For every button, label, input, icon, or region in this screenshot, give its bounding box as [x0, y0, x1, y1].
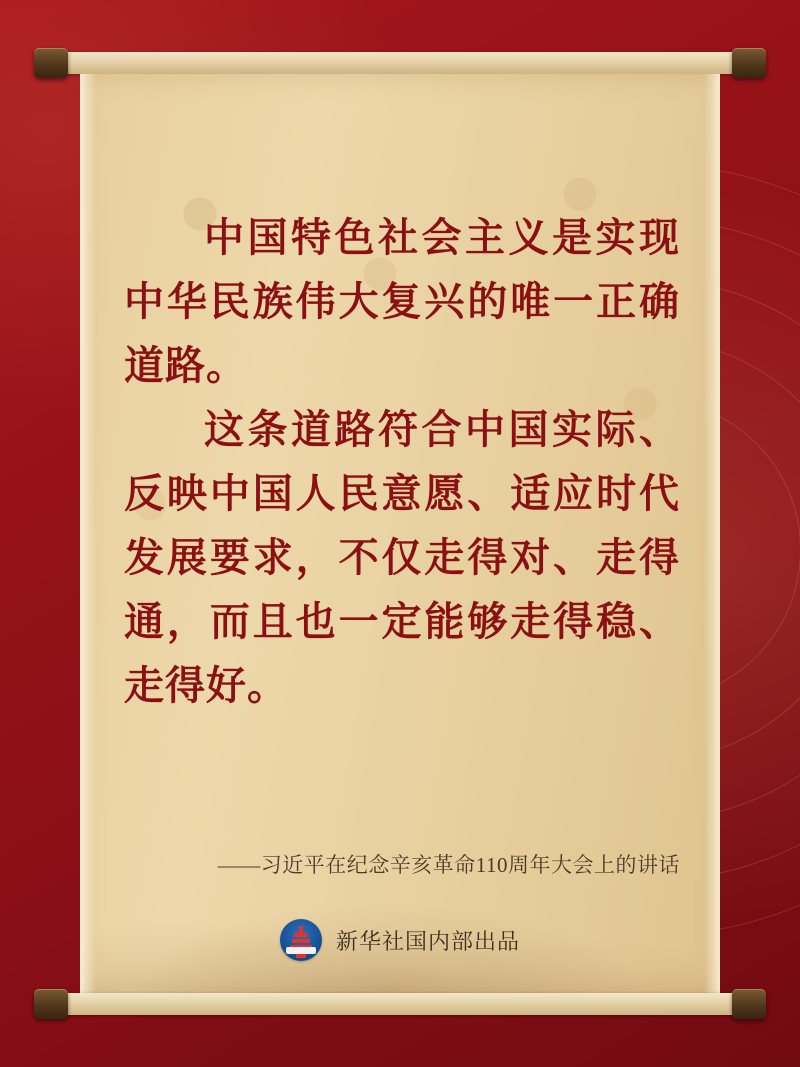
scroll-paper	[80, 74, 720, 993]
hanging-scroll	[60, 52, 740, 1015]
scroll-knob-top-right	[732, 48, 766, 78]
quote-block	[124, 206, 680, 718]
credit-text: 新华社国内部出品	[335, 928, 520, 954]
xinhua-news-agency-logo-icon	[280, 919, 322, 961]
scroll-roller-top	[60, 52, 740, 74]
quote-paragraph-1: 中国特色社会主义是实现中华民族伟大复兴的唯一正确道路。	[124, 215, 680, 388]
scroll-roller-bottom	[60, 993, 740, 1015]
quote-paragraph-2: 这条道路符合中国实际、反映中国人民意愿、适应时代发展要求，不仅走得对、走得通，而且也一定能够走得稳、走得好。	[124, 407, 680, 708]
quote-attribution: ——习近平在纪念辛亥革命110周年大会上的讲话	[217, 853, 680, 877]
scroll-knob-bottom-left	[34, 989, 68, 1019]
scroll-knob-bottom-right	[732, 989, 766, 1019]
credit-row	[80, 919, 720, 961]
scroll-knob-top-left	[34, 48, 68, 78]
